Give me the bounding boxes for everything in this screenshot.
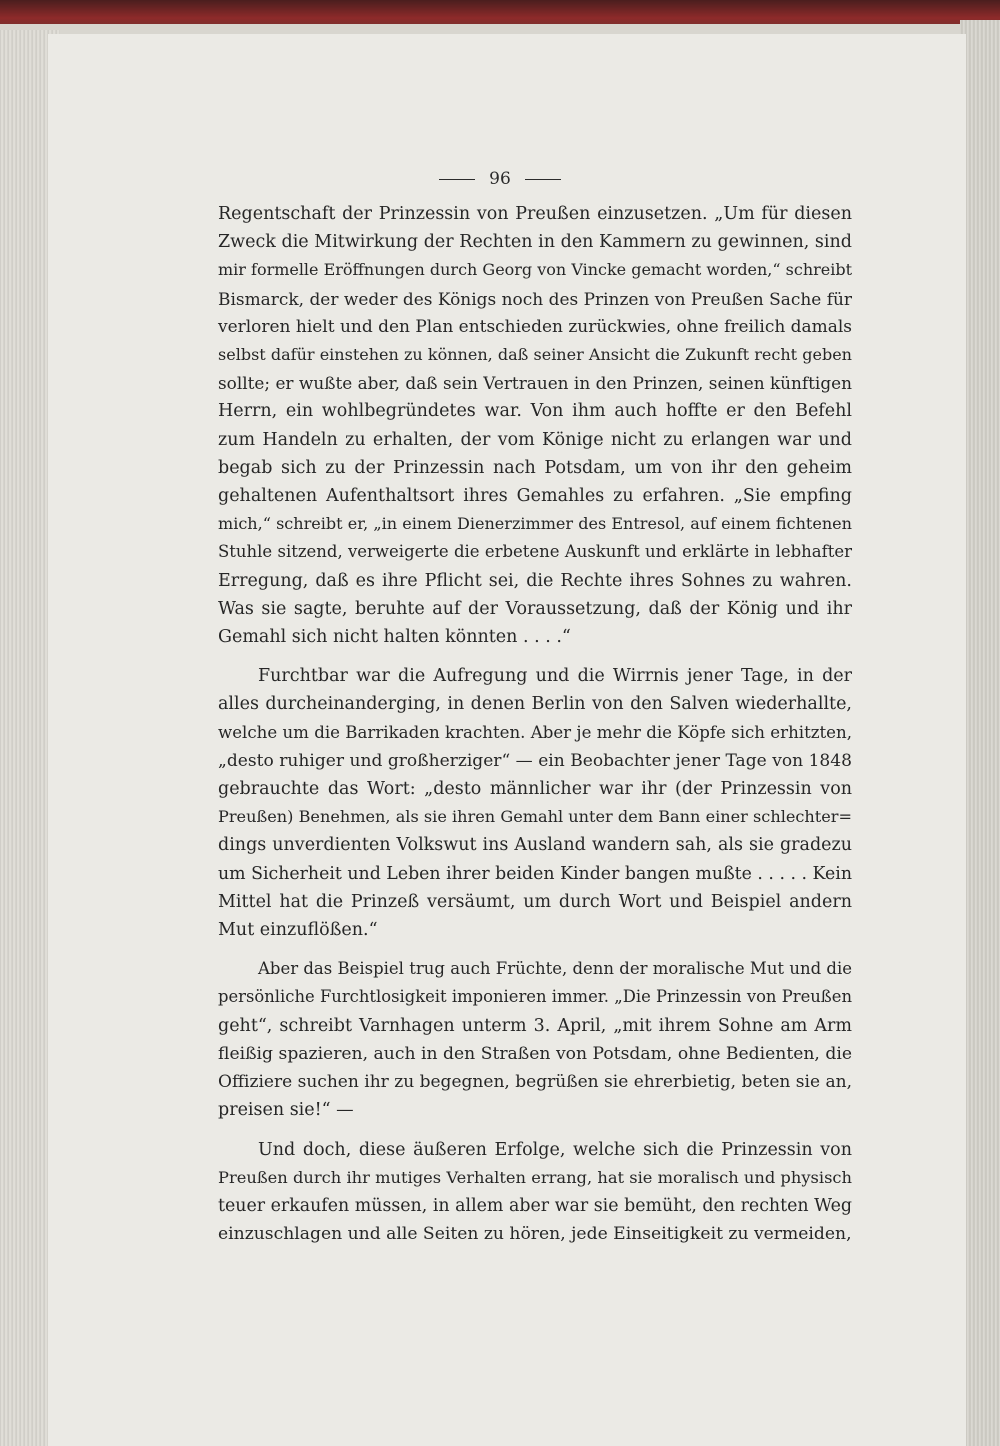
paragraph xyxy=(218,1136,852,1249)
text-line: geht“, schreibt Varnhagen unterm 3. April, „mit ihrem Sohne am Arm xyxy=(218,1015,852,1036)
text-line: mir formelle Eröffnungen durch Georg von Vincke gemacht worden,“ schreibt xyxy=(218,260,852,280)
text-line: Mut einzuflößen.“ xyxy=(218,920,378,941)
text-line: zum Handeln zu erhalten, der vom Könige nicht zu erlangen war und xyxy=(218,429,852,450)
text-line: Was sie sagte, beruhte auf der Voraussetzung, daß der König und ihr xyxy=(218,598,852,619)
page-number: 96 xyxy=(489,169,511,189)
text-line: Regentschaft der Prinzessin von Preußen einzusetzen. „Um für diesen xyxy=(218,204,852,224)
text-line: Preußen durch ihr mutiges Verhalten errang, hat sie moralisch und physisch xyxy=(218,1167,852,1187)
text-line: Furchtbar war die Aufregung und die Wirrnis jener Tage, in der xyxy=(258,666,852,687)
text-line: Erregung, daß es ihre Pflicht sei, die Rechte ihres Sohnes zu wahren. xyxy=(218,570,852,591)
text-line: welche um die Barrikaden krachten. Aber je mehr die Köpfe sich erhitzten, xyxy=(218,722,852,742)
text-line: gebrauchte das Wort: „desto männlicher war ihr (der Prinzessin von xyxy=(218,779,852,800)
text-line: fleißig spazieren, auch in den Straßen von Potsdam, ohne Bedienten, die xyxy=(218,1043,852,1064)
text-line: Zweck die Mitwirkung der Rechten in den Kammern zu gewinnen, sind xyxy=(218,232,852,253)
text-line: Aber das Beispiel trug auch Früchte, denn der moralische Mut und die xyxy=(258,959,852,979)
paragraph xyxy=(218,200,852,651)
text-line: selbst dafür einstehen zu können, daß seiner Ansicht die Zukunft recht geben xyxy=(218,345,852,365)
page-header xyxy=(0,168,1000,190)
text-line: preisen sie!“ — xyxy=(218,1100,354,1121)
text-line: sollte; er wußte aber, daß sein Vertrauen in den Prinzen, seinen künftigen xyxy=(218,373,852,394)
text-line: verloren hielt und den Plan entschieden zurückwies, ohne freilich damals xyxy=(218,316,852,337)
header-dash-left xyxy=(439,179,475,180)
paragraph xyxy=(218,955,852,1124)
paragraph xyxy=(218,662,852,944)
body-text xyxy=(218,200,852,1259)
text-line: Mittel hat die Prinzeß versäumt, um durch Wort und Beispiel andern xyxy=(218,891,852,912)
text-line: gehaltenen Aufenthaltsort ihres Gemahles zu erfahren. „Sie empfing xyxy=(218,486,852,507)
text-line: Gemahl sich nicht halten könnten . . . .“ xyxy=(218,627,571,648)
text-line: Bismarck, der weder des Königs noch des Prinzen von Preußen Sache für xyxy=(218,288,852,309)
text-line: mich,“ schreibt er, „in einem Dienerzimmer des Entresol, auf einem fichtenen xyxy=(218,514,852,534)
text-line: persönliche Furchtlosigkeit imponieren immer. „Die Prinzessin von Preußen xyxy=(218,987,852,1007)
text-line: alles durcheinanderging, in denen Berlin von den Salven wiederhallte, xyxy=(218,694,852,715)
text-line: einzuschlagen und alle Seiten zu hören, jede Einseitigkeit zu vermeiden, xyxy=(218,1224,852,1245)
text-line: Und doch, diese äußeren Erfolge, welche sich die Prinzessin von xyxy=(258,1139,852,1160)
text-line: teuer erkaufen müssen, in allem aber war sie bemüht, den rechten Weg xyxy=(218,1195,852,1216)
header-dash-right xyxy=(525,179,561,180)
text-line: dings unverdienten Volkswut ins Ausland wandern sah, als sie gradezu xyxy=(218,835,852,856)
text-line: „desto ruhiger und großherziger“ — ein Beobachter jener Tage von 1848 xyxy=(218,750,852,771)
text-line: begab sich zu der Prinzessin nach Potsdam, um von ihr den geheim xyxy=(218,457,852,478)
text-line: Preußen) Benehmen, als sie ihren Gemahl unter dem Bann einer schlechter= xyxy=(218,807,852,827)
text-line: Herrn, ein wohlbegründetes war. Von ihm auch hoffte er den Befehl xyxy=(218,401,852,422)
text-line: Stuhle sitzend, verweigerte die erbetene Auskunft und erklärte in lebhafter xyxy=(218,542,852,562)
page-stack-right xyxy=(960,20,1000,1446)
text-line: Offiziere suchen ihr zu begegnen, begrüßen sie ehrerbietig, beten sie an, xyxy=(218,1072,852,1093)
text-line: um Sicherheit und Leben ihrer beiden Kinder bangen mußte . . . . . Kein xyxy=(218,863,852,884)
